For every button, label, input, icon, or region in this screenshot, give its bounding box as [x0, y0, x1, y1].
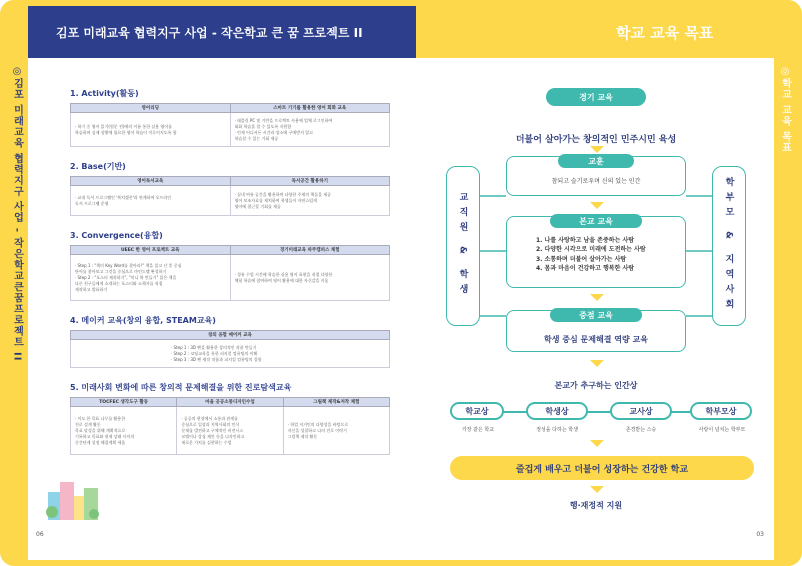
section-title-career: 5. 미래사회 변화에 따른 창의적 문제해결을 위한 진로탐색교육: [70, 383, 292, 392]
cell-line: · 이도 한 목표 나무를 활용한: [75, 415, 126, 421]
focus-label: 중점 교육: [579, 310, 613, 320]
table-cell: [71, 340, 390, 368]
table-header: 그림책 제작&저작 체험: [283, 398, 389, 407]
cell-line: 새로운 가치를 실현하는 수업: [181, 439, 232, 445]
left-header: [28, 6, 416, 58]
table-header: 영어독서교육: [71, 177, 231, 186]
right-page-number: 03: [756, 531, 764, 538]
cell-line: 목표 달성을 위해 계획적으로: [75, 427, 126, 433]
persona-desc: 정성을 다하는 학생: [536, 427, 578, 433]
base-table: [70, 176, 390, 216]
cell-line: · 경유 수업 시간에 학습한 실용 영어 표현을 직접 다양한: [234, 271, 333, 277]
persona-desc: 가장 같은 학교: [461, 427, 495, 433]
persona-student: [526, 402, 588, 420]
cell-line: · 언제 어디서든 시간과 장소에 구애받지 않고: [234, 129, 313, 135]
cell-line: · 학업 저거인의 다양성을 바탕으로: [287, 421, 349, 427]
cell-line: · 공공의 현장에서 소통과 관계를: [181, 415, 238, 421]
persona-desc: 사랑이 넘치는 학부모: [698, 427, 746, 433]
convergence-table: [70, 245, 390, 301]
career-table: [70, 397, 390, 455]
cell-line: · Step 1 : 3D 펜을 활용한 창의적인 작품 만들기: [171, 344, 257, 350]
staff-student-label: 교직원 & 학생: [457, 192, 468, 300]
table-cell: [71, 255, 231, 301]
slogan-text: 즐겁게 배우고 더불어 성장하는 건강한 학교: [515, 464, 689, 475]
table-cell: [230, 113, 390, 147]
table-cell: [71, 407, 177, 455]
cell-line: · 태블릿 PC 및 기반을 프로젝트 사용에 업체 로그인하여: [234, 117, 333, 123]
parents-community-box: [712, 166, 746, 326]
focus-text: 학생 중심 문제해결 역량 교육: [544, 335, 648, 344]
cell-line: 제작하고 발표하기: [75, 286, 108, 292]
right-header: [416, 6, 774, 58]
gyeonggi-education-label: 경기 교육: [579, 92, 613, 102]
motto-pill: [558, 154, 634, 168]
table-header: TOCFEC 생각도구 활동: [71, 398, 177, 407]
section-title-base: 2. Base(기반): [70, 162, 126, 171]
cell-line: 진로 설계 활동: [75, 421, 101, 427]
motto-text: 참되고 슬기로우며 신의 있는 인간: [551, 178, 641, 185]
buildings-illustration: [44, 470, 104, 520]
arrow-down-icon: [590, 440, 604, 447]
core-item: 2. 다양한 시각으로 미래에 도전하는 사람: [536, 246, 646, 254]
parents-community-label: 학부모 & 지역사회: [723, 177, 734, 315]
cell-line: 영어에 접근할 기회를 제공: [234, 203, 281, 209]
slogan-bar: [450, 456, 754, 480]
arrow-down-icon: [590, 146, 604, 153]
support-text: 행·재정적 지원: [569, 501, 623, 510]
persona-name: 교사상: [629, 406, 653, 416]
section-title-convergence: 3. Convergence(융합): [70, 231, 163, 240]
cell-line: · Step 2 : 코딩교육을 통한 퍼지컬 컴퓨팅의 이해: [171, 350, 258, 356]
persona-teacher: [610, 402, 672, 420]
cell-line: · Step 3 : 3D 펜 제작 작품과 피지컬 컴퓨팅의 결합: [171, 356, 262, 362]
cell-line: 모델이나 상징 제안 등을 디자인하고: [181, 433, 245, 439]
table-header: UEEC 한 영어 프로젝트 교육: [71, 246, 231, 255]
connector-lines: [480, 176, 712, 326]
table-cell: [71, 186, 231, 216]
table-cell: [71, 113, 231, 147]
table-header: 스마트 기기를 활용한 영어 회화 교육: [230, 104, 390, 113]
persona-parent: [690, 402, 752, 420]
right-side-label: ◎학교 교육 목표: [779, 66, 791, 153]
cell-line: 문제를 발견하고 구체적인 비전시스: [181, 427, 244, 433]
table-header: 마을 공공소통디자인수업: [177, 398, 283, 407]
core-item: 4. 몸과 마음이 건강하고 행복한 사람: [536, 264, 635, 272]
arrow-down-icon: [590, 486, 604, 493]
staff-student-box: [446, 166, 480, 326]
right-side-strip: [774, 6, 796, 560]
table-header: 경기미래교육 파주캠퍼스 체험: [230, 246, 390, 255]
table-cell: [230, 186, 390, 216]
right-header-title: 학교 교육 목표: [616, 23, 714, 42]
persona-school: [450, 402, 504, 420]
cell-line: 회화 학습을 할 수 있도록 지원함: [234, 123, 292, 129]
cell-line: · 학기 중 영어 읽기(원문 전)에의 이름 통한 실용 영어를: [75, 123, 172, 129]
arrow-down-icon: [590, 360, 604, 367]
table-header: 독서공간 활용하기: [230, 177, 390, 186]
left-page-content: [70, 88, 390, 469]
maker-table: [70, 330, 390, 368]
left-page-number: 06: [36, 531, 44, 538]
cell-line: 자신을 성찰하고 나의 진로 이야기: [287, 427, 347, 433]
gyeonggi-vision: 더불어 살아가는 창의적인 민주시민 육성: [515, 135, 677, 145]
table-cell: [283, 407, 389, 455]
persona-name: 학부모상: [705, 406, 737, 416]
motto-label: 교훈: [588, 156, 604, 166]
cell-line: 다른 친구들에게 소개하는 포스터와 소책자를 직접: [75, 280, 163, 286]
core-education-label: 본교 교육: [579, 216, 613, 226]
cell-line: · 실내 여유 공간을 활용하여 다양한 주제의 책들을 제공: [234, 191, 331, 197]
cell-line: 체험 학습에 참여하여 영어 활용에 대한 자신감을 키움: [234, 277, 329, 283]
ideal-person-title: 본교가 추구하는 인간상: [554, 381, 638, 390]
section-title-maker: 4. 메이커 교육(창의 융합, STEAM교육): [70, 316, 216, 325]
cell-line: · Step 1 : "책의 Key Word를 찾아라!" 책을 읽고 난 후 중심: [75, 262, 182, 268]
left-side-label: ◎김포 미래교육 협력지구 사업 - 작은학교큰꿈프로젝트 II: [11, 66, 23, 362]
cell-line: · Step 2 : "포스터 제작하기", "미니 북 만들기" 읽은 책을: [75, 274, 177, 280]
table-header: 영어리딩: [71, 104, 231, 113]
cell-line: 단어를 찾아보고 그것을 중심으로 마인드맵 완성하기: [75, 268, 167, 274]
table-header: 창의 융합 메이커 교육: [71, 331, 390, 340]
cell-line: 중심으로 일상과 지역사회의 인식: [181, 421, 240, 427]
left-side-strip: [6, 6, 28, 560]
cell-line: 기록하고 목표와 현재 상태 사이의: [75, 433, 135, 439]
table-cell: [230, 255, 390, 301]
core-item: 1. 나를 사랑하고 남을 존중하는 사람: [536, 237, 635, 244]
cell-line: · 교내 독서 프로그램인 '북치겠존'과 연계하여 오프라인: [75, 194, 172, 200]
left-header-title: 김포 미래교육 협력지구 사업 - 작은학교 큰 꿈 프로젝트 II: [56, 25, 363, 40]
cell-line: 학습할 수 있는 기회 제공: [234, 135, 279, 141]
cell-line: 중간단계 설정 해결계획 세움: [75, 439, 126, 445]
persona-name: 학생상: [545, 406, 569, 416]
cell-line: 독서 프로그램 운영: [75, 200, 109, 206]
table-cell: [177, 407, 283, 455]
cell-line: 학습하며 실제 상황에 필요한 영어 학습이 이루어지도록 함: [75, 129, 177, 135]
cell-line: 영어 보조자료를 제치하여 학생들이 자연스럽게: [234, 197, 317, 203]
core-item: 3. 소통하며 더불어 살아가는 사람: [536, 255, 627, 263]
persona-name: 학교상: [465, 406, 489, 416]
activity-table: [70, 103, 390, 147]
section-title-activity: 1. Activity(활동): [70, 89, 139, 98]
persona-desc: 존경받는 스승: [625, 427, 657, 433]
gyeonggi-education-pill: [546, 88, 646, 106]
cell-line: 그림책 제작 활동: [287, 433, 318, 439]
